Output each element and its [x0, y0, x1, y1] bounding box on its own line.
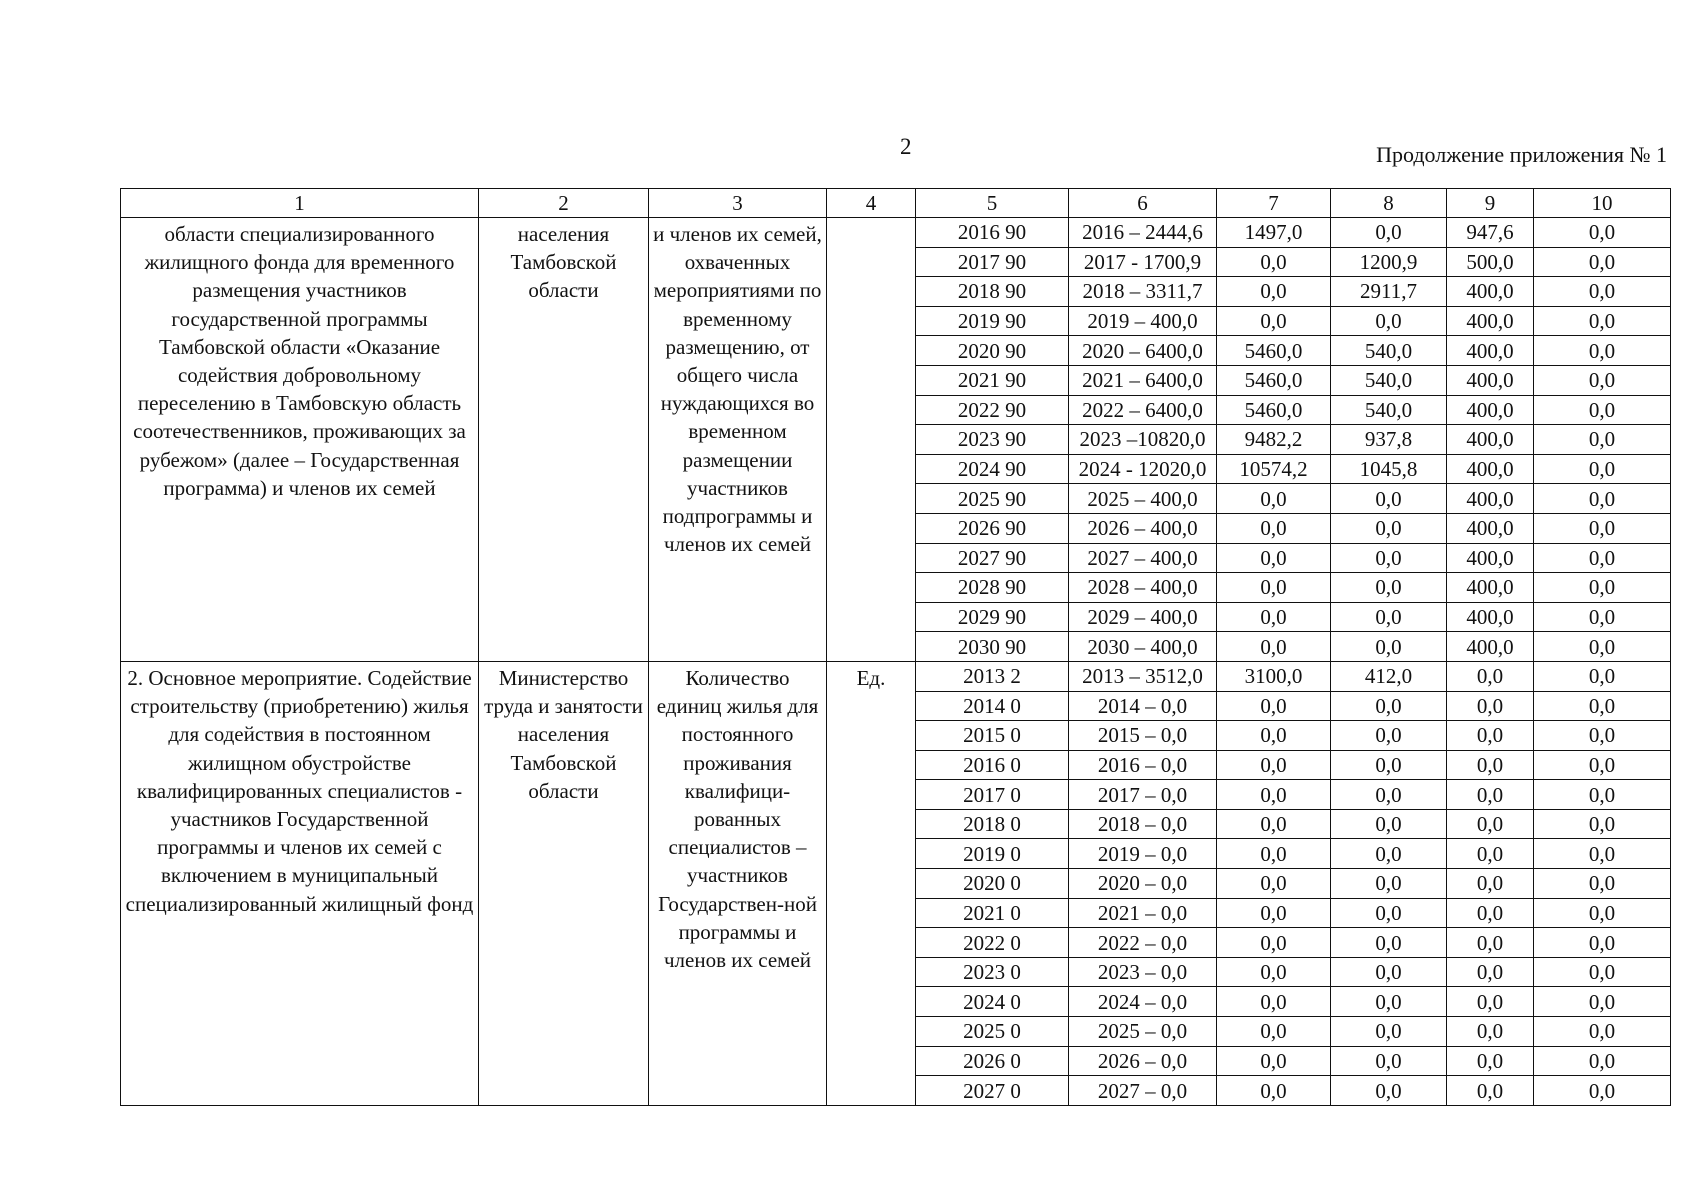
data-cell: 0,0 — [1534, 1076, 1671, 1106]
data-cell: 2013 2 — [916, 661, 1069, 691]
data-cell: 0,0 — [1534, 395, 1671, 425]
data-cell: 400,0 — [1447, 484, 1534, 514]
data-cell: 2025 – 400,0 — [1069, 484, 1217, 514]
data-cell: 2023 –10820,0 — [1069, 425, 1217, 455]
data-cell: 0,0 — [1534, 247, 1671, 277]
data-cell: 2026 0 — [916, 1046, 1069, 1076]
data-cell: 400,0 — [1447, 543, 1534, 573]
data-cell: 0,0 — [1217, 809, 1331, 839]
data-cell: 400,0 — [1447, 632, 1534, 662]
data-cell: 2016 0 — [916, 750, 1069, 780]
data-cell: 0,0 — [1331, 809, 1447, 839]
data-cell: 2018 90 — [916, 277, 1069, 307]
data-cell: 0,0 — [1534, 839, 1671, 869]
data-cell: 0,0 — [1331, 1076, 1447, 1106]
data-cell: 2027 – 400,0 — [1069, 543, 1217, 573]
data-cell: 2026 90 — [916, 513, 1069, 543]
data-cell: 0,0 — [1331, 839, 1447, 869]
data-cell: 2024 - 12020,0 — [1069, 454, 1217, 484]
data-cell: 0,0 — [1217, 543, 1331, 573]
data-cell: 0,0 — [1534, 869, 1671, 899]
data-cell: 0,0 — [1534, 454, 1671, 484]
data-cell: 2022 – 0,0 — [1069, 928, 1217, 958]
data-cell: 0,0 — [1331, 869, 1447, 899]
data-cell: 500,0 — [1447, 247, 1534, 277]
data-cell: 0,0 — [1447, 1046, 1534, 1076]
data-cell: 2022 90 — [916, 395, 1069, 425]
continuation-label: Продолжение приложения № 1 — [1376, 142, 1667, 167]
data-cell: 0,0 — [1447, 809, 1534, 839]
data-cell: 2027 0 — [916, 1076, 1069, 1106]
data-cell: 400,0 — [1447, 573, 1534, 603]
data-cell: 2015 – 0,0 — [1069, 721, 1217, 751]
data-cell: 0,0 — [1217, 306, 1331, 336]
data-cell: 0,0 — [1217, 898, 1331, 928]
data-cell: 0,0 — [1217, 691, 1331, 721]
data-cell: 0,0 — [1217, 1076, 1331, 1106]
data-cell: 0,0 — [1217, 1017, 1331, 1047]
column-header: 3 — [649, 189, 827, 218]
data-cell: 2014 – 0,0 — [1069, 691, 1217, 721]
data-cell: 0,0 — [1447, 987, 1534, 1017]
table-row — [121, 218, 1671, 248]
data-cell: 2018 0 — [916, 809, 1069, 839]
data-cell: 0,0 — [1534, 750, 1671, 780]
data-cell: 2016 90 — [916, 218, 1069, 248]
data-cell: 2030 – 400,0 — [1069, 632, 1217, 662]
data-cell: 2021 0 — [916, 898, 1069, 928]
data-cell: 400,0 — [1447, 306, 1534, 336]
data-cell: 0,0 — [1534, 306, 1671, 336]
data-cell: 400,0 — [1447, 513, 1534, 543]
data-cell: 0,0 — [1331, 780, 1447, 810]
data-cell: 0,0 — [1534, 928, 1671, 958]
header-row — [121, 189, 1671, 218]
table-row — [121, 661, 1671, 691]
data-cell: 0,0 — [1534, 336, 1671, 366]
data-cell: 2013 – 3512,0 — [1069, 661, 1217, 691]
data-cell: 2026 – 0,0 — [1069, 1046, 1217, 1076]
data-cell: 540,0 — [1331, 395, 1447, 425]
data-cell: 0,0 — [1534, 218, 1671, 248]
data-cell: 0,0 — [1447, 957, 1534, 987]
data-cell: 0,0 — [1217, 780, 1331, 810]
data-cell: 947,6 — [1447, 218, 1534, 248]
data-cell: 0,0 — [1331, 898, 1447, 928]
data-cell: 400,0 — [1447, 602, 1534, 632]
data-cell: 2020 90 — [916, 336, 1069, 366]
data-cell: 0,0 — [1217, 573, 1331, 603]
data-cell: 0,0 — [1331, 721, 1447, 751]
data-cell: 540,0 — [1331, 336, 1447, 366]
data-cell: 0,0 — [1447, 928, 1534, 958]
data-cell: 0,0 — [1534, 573, 1671, 603]
data-cell: 0,0 — [1331, 573, 1447, 603]
data-cell: 2029 90 — [916, 602, 1069, 632]
data-cell: 412,0 — [1331, 661, 1447, 691]
data-cell: 0,0 — [1217, 928, 1331, 958]
data-cell: 0,0 — [1217, 1046, 1331, 1076]
data-cell: 2019 – 400,0 — [1069, 306, 1217, 336]
data-cell: 2017 90 — [916, 247, 1069, 277]
program-table — [120, 188, 1671, 1106]
data-cell: 0,0 — [1217, 839, 1331, 869]
column-header: 1 — [121, 189, 479, 218]
data-cell: 2026 – 400,0 — [1069, 513, 1217, 543]
activity-name-cell: 2. Основное мероприятие. Содействие строительству (приобретению) жилья для содействия в постоянном жилищном обустройстве квалифицированных специалистов - участников Государственной программы и членов их семей с включением в муниципальный специализированный жилищный фонд — [121, 661, 479, 1105]
data-cell: 0,0 — [1331, 543, 1447, 573]
data-cell: 0,0 — [1217, 987, 1331, 1017]
data-cell: 937,8 — [1331, 425, 1447, 455]
data-cell: 0,0 — [1331, 1046, 1447, 1076]
data-cell: 2016 – 0,0 — [1069, 750, 1217, 780]
data-cell: 0,0 — [1217, 247, 1331, 277]
data-cell: 0,0 — [1331, 218, 1447, 248]
data-cell: 2025 0 — [916, 1017, 1069, 1047]
data-cell: 1200,9 — [1331, 247, 1447, 277]
indicator-cell: Количество единиц жилья для постоянного проживания квалифици-рованных специалистов – участников Государствен-ной программы и членов их семей — [649, 661, 827, 1105]
data-cell: 0,0 — [1217, 750, 1331, 780]
data-cell: 0,0 — [1217, 869, 1331, 899]
data-cell: 0,0 — [1534, 425, 1671, 455]
column-header: 7 — [1217, 189, 1331, 218]
data-cell: 2023 0 — [916, 957, 1069, 987]
data-cell: 0,0 — [1534, 277, 1671, 307]
data-cell: 400,0 — [1447, 277, 1534, 307]
data-cell: 0,0 — [1534, 780, 1671, 810]
data-cell: 0,0 — [1331, 957, 1447, 987]
data-cell: 0,0 — [1534, 898, 1671, 928]
data-cell: 0,0 — [1331, 987, 1447, 1017]
data-cell: 0,0 — [1534, 1046, 1671, 1076]
data-cell: 0,0 — [1331, 1017, 1447, 1047]
executor-cell: Министерство труда и занятости населения Тамбовской области — [479, 661, 649, 1105]
data-cell: 0,0 — [1534, 987, 1671, 1017]
data-cell: 0,0 — [1447, 839, 1534, 869]
data-cell: 0,0 — [1534, 661, 1671, 691]
data-cell: 2018 – 3311,7 — [1069, 277, 1217, 307]
data-cell: 2023 – 0,0 — [1069, 957, 1217, 987]
data-cell: 5460,0 — [1217, 336, 1331, 366]
data-cell: 2028 – 400,0 — [1069, 573, 1217, 603]
unit-cell: Ед. — [827, 661, 916, 1105]
data-cell: 2021 – 6400,0 — [1069, 365, 1217, 395]
data-cell: 0,0 — [1447, 898, 1534, 928]
data-cell: 0,0 — [1447, 691, 1534, 721]
data-cell: 2021 90 — [916, 365, 1069, 395]
column-header: 9 — [1447, 189, 1534, 218]
data-cell: 2017 – 0,0 — [1069, 780, 1217, 810]
data-cell: 0,0 — [1331, 691, 1447, 721]
column-header: 2 — [479, 189, 649, 218]
data-cell: 3100,0 — [1217, 661, 1331, 691]
data-cell: 9482,2 — [1217, 425, 1331, 455]
data-cell: 2028 90 — [916, 573, 1069, 603]
data-cell: 540,0 — [1331, 365, 1447, 395]
data-cell: 0,0 — [1217, 513, 1331, 543]
data-cell: 0,0 — [1447, 1076, 1534, 1106]
unit-cell — [827, 218, 916, 662]
data-cell: 10574,2 — [1217, 454, 1331, 484]
data-cell: 0,0 — [1331, 602, 1447, 632]
data-cell: 0,0 — [1447, 869, 1534, 899]
column-header: 8 — [1331, 189, 1447, 218]
data-cell: 0,0 — [1534, 721, 1671, 751]
data-cell: 2020 – 0,0 — [1069, 869, 1217, 899]
data-cell: 0,0 — [1331, 484, 1447, 514]
data-cell: 5460,0 — [1217, 365, 1331, 395]
data-cell: 1497,0 — [1217, 218, 1331, 248]
data-cell: 2025 90 — [916, 484, 1069, 514]
data-cell: 400,0 — [1447, 365, 1534, 395]
data-cell: 1045,8 — [1331, 454, 1447, 484]
data-cell: 0,0 — [1331, 513, 1447, 543]
data-cell: 2027 90 — [916, 543, 1069, 573]
indicator-cell: и членов их семей, охваченных мероприятиями по временному размещению, от общего числа нуждающихся во временном размещении участников подпрограммы и членов их семей — [649, 218, 827, 662]
data-cell: 0,0 — [1447, 661, 1534, 691]
column-header: 10 — [1534, 189, 1671, 218]
data-cell: 2020 – 6400,0 — [1069, 336, 1217, 366]
data-cell: 0,0 — [1331, 928, 1447, 958]
data-cell: 2017 - 1700,9 — [1069, 247, 1217, 277]
executor-cell: населения Тамбовской области — [479, 218, 649, 662]
data-cell: 0,0 — [1534, 365, 1671, 395]
data-cell: 0,0 — [1534, 602, 1671, 632]
data-cell: 0,0 — [1447, 721, 1534, 751]
data-cell: 0,0 — [1447, 750, 1534, 780]
data-cell: 400,0 — [1447, 395, 1534, 425]
data-cell: 0,0 — [1331, 306, 1447, 336]
data-cell: 0,0 — [1534, 1017, 1671, 1047]
data-cell: 2021 – 0,0 — [1069, 898, 1217, 928]
data-cell: 2025 – 0,0 — [1069, 1017, 1217, 1047]
data-cell: 0,0 — [1217, 602, 1331, 632]
data-cell: 2018 – 0,0 — [1069, 809, 1217, 839]
data-cell: 2019 – 0,0 — [1069, 839, 1217, 869]
data-cell: 2019 90 — [916, 306, 1069, 336]
data-cell: 0,0 — [1217, 632, 1331, 662]
data-cell: 2024 0 — [916, 987, 1069, 1017]
data-cell: 0,0 — [1534, 809, 1671, 839]
data-cell: 2023 90 — [916, 425, 1069, 455]
data-cell: 0,0 — [1331, 632, 1447, 662]
data-cell: 0,0 — [1534, 543, 1671, 573]
data-cell: 0,0 — [1217, 721, 1331, 751]
column-header: 4 — [827, 189, 916, 218]
data-cell: 0,0 — [1534, 484, 1671, 514]
data-cell: 2024 – 0,0 — [1069, 987, 1217, 1017]
data-cell: 2022 – 6400,0 — [1069, 395, 1217, 425]
data-cell: 0,0 — [1331, 750, 1447, 780]
data-cell: 400,0 — [1447, 425, 1534, 455]
page-number: 2 — [900, 134, 912, 159]
activity-name-cell: области специализированного жилищного фонда для временного размещения участников государственной программы Тамбовской области «Оказание содействия добровольному переселению в Тамбовскую область соотечественников, проживающих за рубежом» (далее – Государственная программа) и членов их семей — [121, 218, 479, 662]
data-cell: 2014 0 — [916, 691, 1069, 721]
data-cell: 5460,0 — [1217, 395, 1331, 425]
data-cell: 2022 0 — [916, 928, 1069, 958]
data-cell: 0,0 — [1534, 691, 1671, 721]
data-cell: 2024 90 — [916, 454, 1069, 484]
column-header: 5 — [916, 189, 1069, 218]
data-cell: 0,0 — [1447, 780, 1534, 810]
data-cell: 2911,7 — [1331, 277, 1447, 307]
data-cell: 2019 0 — [916, 839, 1069, 869]
data-cell: 400,0 — [1447, 336, 1534, 366]
data-cell: 2020 0 — [916, 869, 1069, 899]
data-cell: 0,0 — [1217, 277, 1331, 307]
data-cell: 0,0 — [1534, 632, 1671, 662]
data-cell: 0,0 — [1534, 957, 1671, 987]
data-cell: 2030 90 — [916, 632, 1069, 662]
data-cell: 0,0 — [1217, 484, 1331, 514]
column-header: 6 — [1069, 189, 1217, 218]
data-cell: 2017 0 — [916, 780, 1069, 810]
data-cell: 400,0 — [1447, 454, 1534, 484]
data-cell: 0,0 — [1217, 957, 1331, 987]
data-cell: 2015 0 — [916, 721, 1069, 751]
data-cell: 0,0 — [1447, 1017, 1534, 1047]
data-cell: 2029 – 400,0 — [1069, 602, 1217, 632]
data-cell: 0,0 — [1534, 513, 1671, 543]
data-cell: 2016 – 2444,6 — [1069, 218, 1217, 248]
data-cell: 2027 – 0,0 — [1069, 1076, 1217, 1106]
